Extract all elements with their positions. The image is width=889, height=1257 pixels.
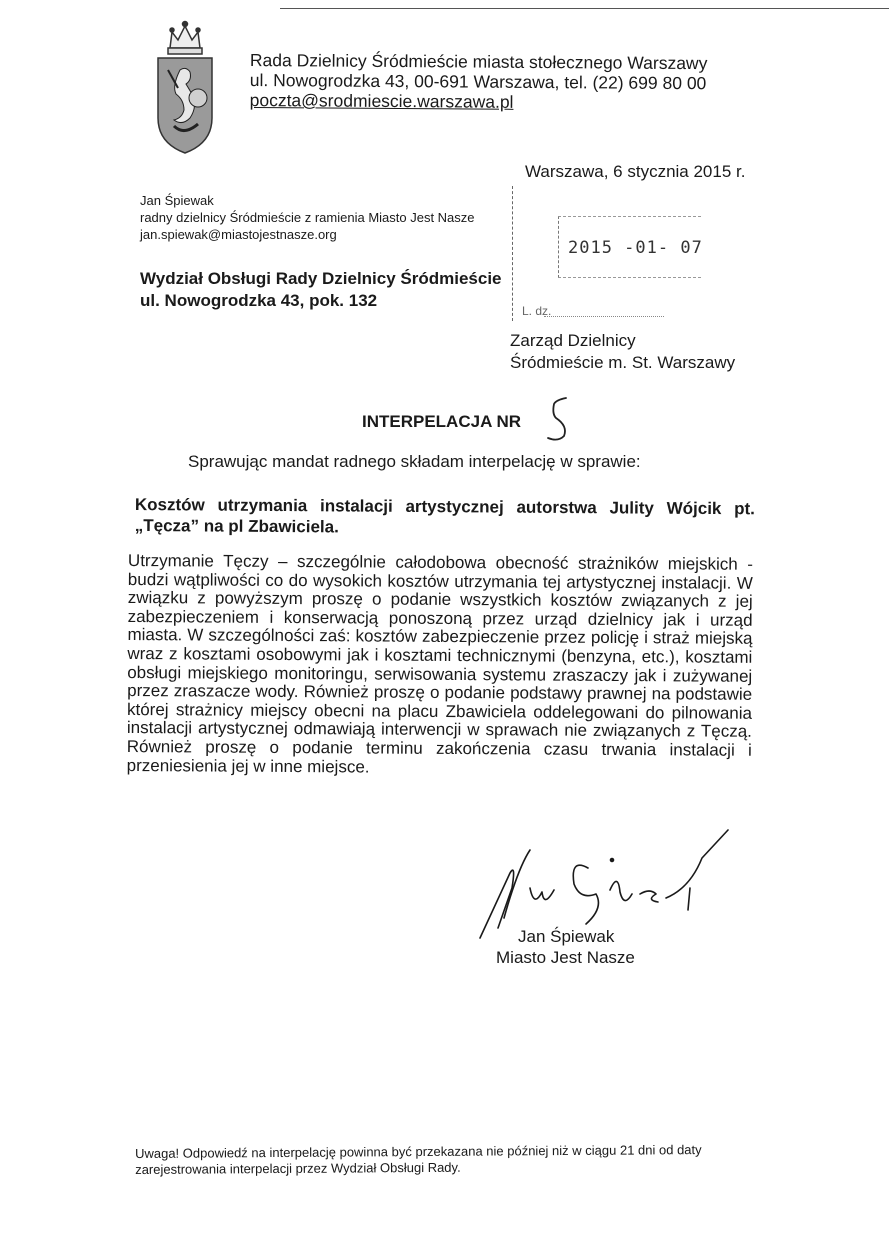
org-address: ul. Nowogrodzka 43, 00-691 Warszawa, tel. (22) 699 80 00: [249, 69, 707, 94]
author-role: radny dzielnicy Śródmieście z ramienia Miasto Jest Nasze: [140, 210, 475, 225]
signer-block: [496, 926, 635, 968]
recipient-block: [510, 330, 735, 374]
department-block: [140, 268, 502, 312]
title-block: [362, 400, 521, 450]
recipient-line-2: Śródmieście m. St. Warszawy: [510, 353, 736, 372]
signer-organization: Miasto Jest Nasze: [496, 948, 635, 967]
top-border-line: [280, 8, 889, 9]
warsaw-coat-of-arms-icon: [150, 18, 220, 158]
author-name: Jan Śpiewak: [140, 193, 214, 208]
registration-stamp: [510, 186, 703, 326]
footer-note: Uwaga! Odpowiedź na interpelację powinna być przekazana nie później niż w ciągu 21 dni od daty zarejestrowania interpelacji przez Wydział Obsługi Rady.: [135, 1142, 702, 1177]
author-email: jan.spiewak@miastojestnasze.org: [140, 227, 337, 242]
org-name: Rada Dzielnicy Śródmieście miasta stołecznego Warszawy: [249, 50, 708, 74]
author-block: [140, 192, 475, 243]
stamp-date: 2015 -01- 07: [568, 238, 703, 258]
department-address: ul. Nowogrodzka 43, pok. 132: [140, 291, 378, 310]
stamp-border-line: [512, 186, 513, 321]
recipient-line-1: Zarząd Dzielnicy: [510, 331, 636, 350]
subject-heading: Kosztów utrzymania instalacji artystycznej autorstwa Julity Wójcik pt. „Tęcza” na pl Zbawiciela.: [134, 494, 755, 537]
intro-line: Sprawując mandat radnego składam interpelację w sprawie:: [188, 452, 641, 471]
org-email-link[interactable]: poczta@srodmiescie.warszawa.pl: [249, 89, 514, 112]
stamp-ldz-dotted-line: [544, 316, 664, 317]
body-paragraph: Utrzymanie Tęczy – szczególnie całodobowa obecność strażników miejskich - budzi wątpliwości co do wysokich kosztów utrzymania tej artystycznej instalacji. W związku z powyższym proszę o podanie wszystkich kosztów związanych z jej zabezpieczeniem i konserwacją ponoszoną przez urząd dzielnicy jak i urząd miasta. W szczególności zaś: kosztów zabezpieczenie przez policję i straż miejską wraz z kosztami osobowymi jak i kosztami technicznymi (benzyna, etc.), kosztami obsługi miejskiego monitoringu, serwisowania systemu zraszaczy jak i zużywanej przez zraszacze wody. Również proszę o podanie podstawy prawnej na podstawie której strażnicy miejscy obecni na placu Zbawiciela oddelegowani do pilnowania instalacji artystycznej odmawiają interwencji w sprawach nie związanych z Tęczą. Również proszę o podanie terminu zakończenia czasu trwania instalacji i przeniesienia jej w inne miejsce.: [126, 551, 753, 777]
date-line: Warszawa, 6 stycznia 2015 r.: [525, 162, 746, 181]
signer-name: Jan Śpiewak: [518, 927, 615, 946]
document-title: INTERPELACJA NR: [362, 412, 521, 431]
letterhead: [250, 50, 708, 113]
department-name: Wydział Obsługi Rady Dzielnicy Śródmieście: [140, 269, 502, 288]
stamp-ldz-label: L. dz.: [522, 304, 552, 318]
handwritten-number: [542, 392, 578, 444]
